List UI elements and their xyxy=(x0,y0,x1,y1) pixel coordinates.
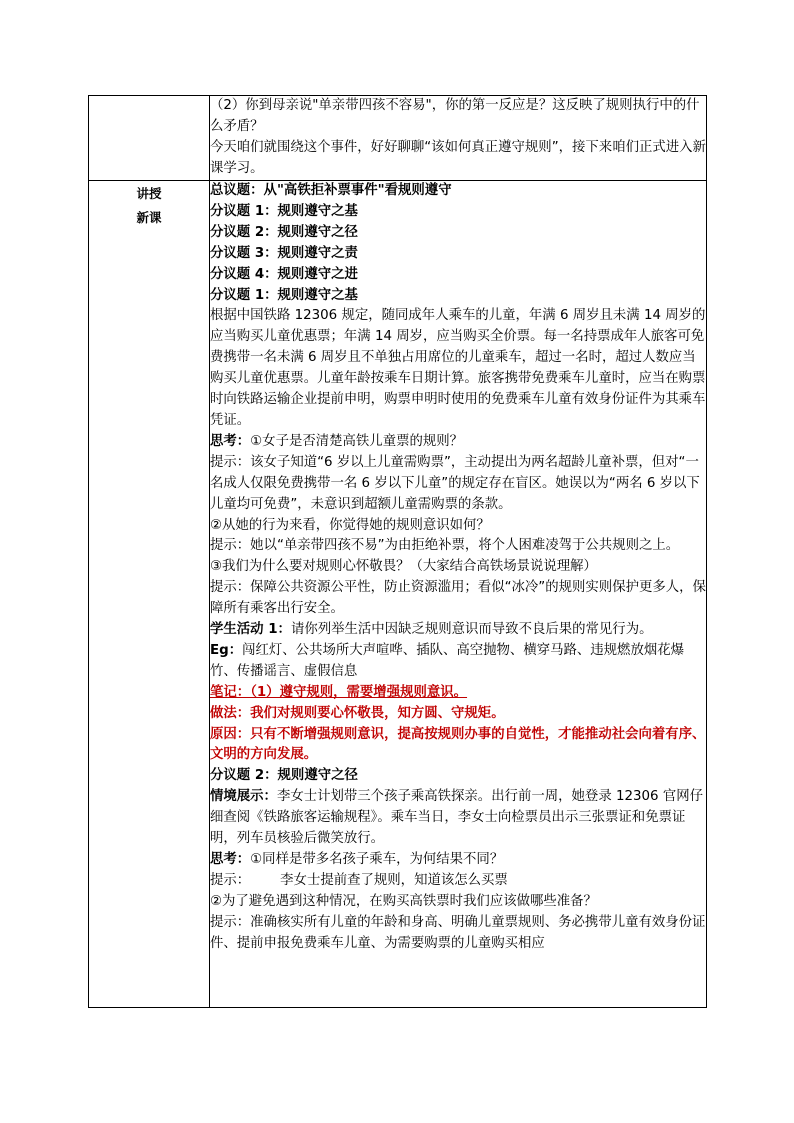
hint-4-label: 提示： xyxy=(210,872,251,888)
sub-topic-2: 分议题 2：规则遵守之径 xyxy=(210,224,358,240)
think-question-2 xyxy=(210,850,706,871)
hint-3: 提示：保障公共资源公平性，防止资源滥用；看似“冰冷”的规则实则保护更多人，保障所有乘客出行安全。 xyxy=(210,580,706,617)
activity-label: 学生活动 1： xyxy=(210,622,291,638)
scene-text: 李女士计划带三个孩子乘高铁探亲。出行前一周，她登录 12306 官网仔细查阅《铁路旅客运输规程》。乘车当日，李女士向检票员出示三张票证和免票证明，列车员核验后微笑放行。 xyxy=(210,789,703,847)
think-question-text: ①女子是否清楚高铁儿童票的规则？ xyxy=(250,433,464,449)
note-line: 笔记：（1）遵守规则，需要增强规则意识。 xyxy=(210,684,468,700)
sub-topic-3: 分议题 3：规则遵守之责 xyxy=(210,245,358,261)
example-line xyxy=(210,641,706,683)
question-2: ②从她的行为来看，你觉得她的规则意识如何？ xyxy=(210,517,490,533)
lesson-plan-table xyxy=(88,95,707,1008)
hint-2: 提示：她以“单亲带四孩不易”为由拒绝补票，将个人困难凌驾于公共规则之上。 xyxy=(210,538,680,554)
question-3: ③我们为什么要对规则心怀敬畏？（大家结合高铁场景说说理解） xyxy=(210,559,597,575)
table-row xyxy=(89,181,707,1008)
scene-display xyxy=(210,787,706,850)
think-question-1 xyxy=(210,432,706,453)
intro-cell xyxy=(210,96,707,181)
label-cell-empty xyxy=(89,96,210,181)
sub-topic-2-heading: 分议题 2：规则遵守之径 xyxy=(210,768,358,784)
hint-4 xyxy=(210,871,706,892)
eg-text: 闯红灯、公共场所大声喧哗、插队、高空抛物、横穿马路、违规燃放烟花爆竹、传播谣言、虚假信息 xyxy=(210,642,685,679)
reason-line: 原因：只有不断增强规则意识，提高按规则办事的自觉性，才能推动社会向着有序、文明的方向发展。 xyxy=(210,726,706,763)
teaching-content xyxy=(210,181,706,1007)
section-label-line1: 讲授 xyxy=(136,186,162,201)
activity-text: 请你列举生活中因缺乏规则意识而导致不良后果的常见行为。 xyxy=(290,622,653,638)
think-label-2: 思考： xyxy=(210,852,251,867)
scene-label: 情境展示： xyxy=(210,789,277,805)
hint-5: 提示：准确核实所有儿童的年龄和身高、明确儿童票规则、务必携带儿童有效身份证件、提前申报免费乘车儿童、为需要购票的儿童购买相应 xyxy=(210,914,706,951)
section-label-cell xyxy=(89,181,210,1008)
student-activity xyxy=(210,620,706,641)
method-line: 做法：我们对规则要心怀敬畏，知方圆、守规矩。 xyxy=(210,705,505,721)
section-label-line2: 新课 xyxy=(136,210,162,225)
sub-topic-1-heading: 分议题 1：规则遵守之基 xyxy=(210,287,358,303)
hint-4-text: 李女士提前查了规则，知道该怎么买票 xyxy=(280,872,508,888)
sub-topic-1: 分议题 1：规则遵守之基 xyxy=(210,203,358,219)
think-label: 思考： xyxy=(210,433,251,449)
main-topic: 总议题：从"高铁拒补票事件"看规则遵守 xyxy=(210,183,452,198)
intro-question: （2）你到母亲说"单亲带四孩不容易"，你的第一反应是？这反映了规则执行中的什么矛盾？ xyxy=(210,98,700,134)
teaching-content-cell xyxy=(210,181,707,1008)
sub-topic-4: 分议题 4：规则遵守之进 xyxy=(210,266,358,282)
table-row xyxy=(89,96,707,181)
intro-transition: 今天咱们就围绕这个事件，好好聊聊“该如何真正遵守规则”，接下来咱们正式进入新课学习。 xyxy=(210,139,706,176)
question-5: ②为了避免遇到这种情况，在购买高铁票时我们应该做哪些准备？ xyxy=(210,893,597,909)
think-question-2-text: ①同样是带多名孩子乘车，为何结果不同？ xyxy=(250,852,504,867)
rule-text: 根据中国铁路 12306 规定，随同成年人乘车的儿童，年满 6 周岁且未满 14 周岁的应当购买儿童优惠票；年满 14 周岁，应当购买全价票。每一名持票成年人旅客可免费携带一名未满 6 周岁且不单独占用席位的儿童乘车，超过一名时，超过人数应当购买儿童优惠票。儿童年龄按乘车日期计算。旅客携带免费乘车儿童时，应当在购票时向铁路运输企业提前申明，购票申明时使用的免费乘车儿童有效身份证件为其乘车凭证。 xyxy=(210,308,706,428)
hint-1: 提示：该女子知道“6 岁以上儿童需购票”，主动提出为两名超龄儿童补票，但对“一名成人仅限免费携带一名 6 岁以下儿童”的规定存在盲区。她误以为“两名 6 岁以下儿童均可免费”，未意识到超额儿童需购票的条款。 xyxy=(210,454,700,512)
eg-label: Eg： xyxy=(210,642,243,658)
